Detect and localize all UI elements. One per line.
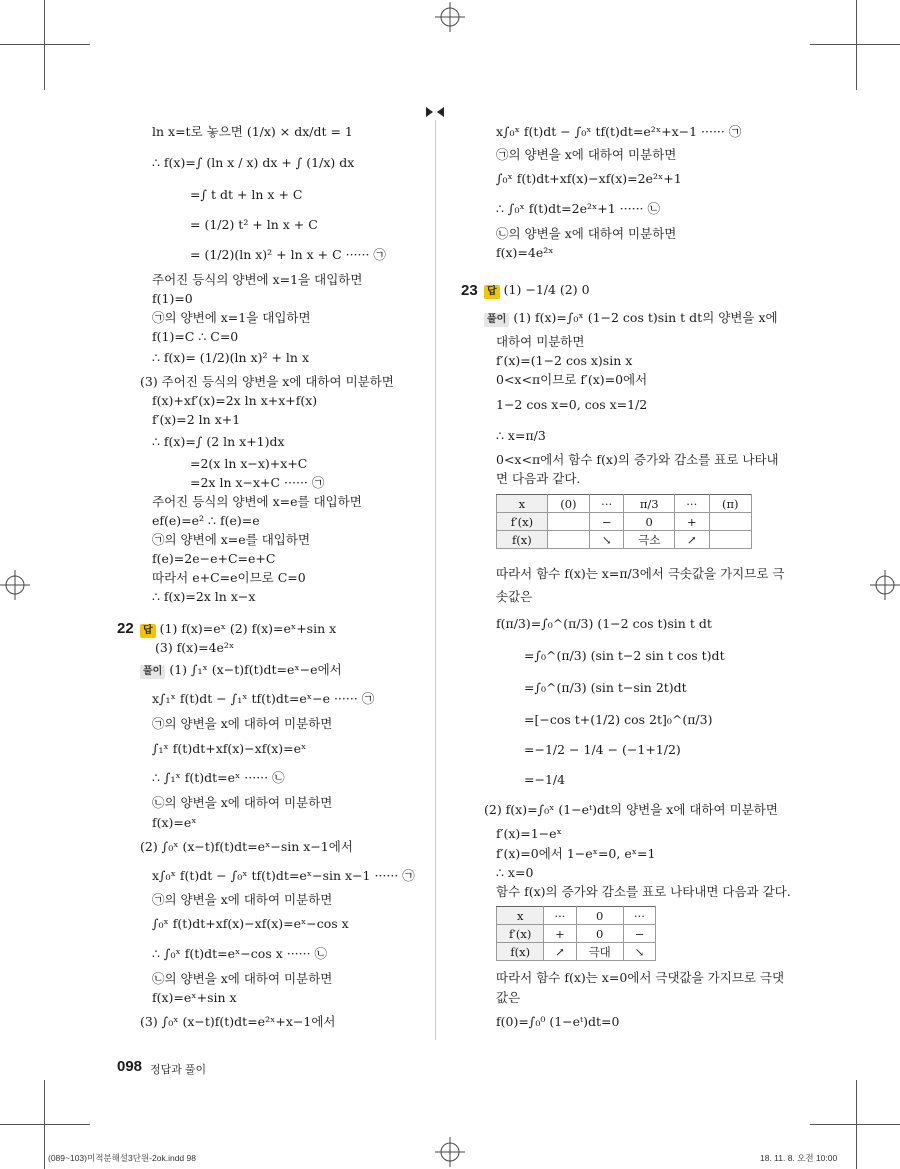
math-line: =[−cos t+(1/2) cos 2t]₀^(π/3)	[524, 712, 713, 727]
math-line: ∴ ∫₀ˣ f(t)dt=2e²ˣ+1 ······ ㉡	[496, 201, 660, 216]
math-line: ∴ f(x)= (1/2)(ln x)² + ln x	[152, 350, 310, 365]
math-line: =2x ln x−x+C ······ ㉠	[190, 475, 325, 490]
table-cell: ···	[675, 495, 709, 513]
math-line: ∫₀ˣ f(t)dt+xf(x)−xf(x)=2e²ˣ+1	[496, 171, 682, 186]
crop-mark	[810, 44, 900, 45]
table-cell: 0	[576, 925, 623, 943]
table-cell: ↘	[623, 943, 655, 961]
column-divider	[435, 120, 436, 1040]
math-line: f′(x)=2 ln x+1	[152, 412, 241, 427]
math-line: f(x)=eˣ+sin x	[152, 990, 237, 1005]
math-line: ∴ f(x)=∫ (2 ln x+1)dx	[152, 434, 285, 449]
math-line: x∫₀ˣ f(t)dt − ∫₀ˣ tf(t)dt=eˣ−sin x−1 ······ ㉠	[152, 868, 415, 883]
question-number-22: 22	[117, 620, 134, 637]
table-cell: +	[675, 513, 709, 531]
solution-line	[140, 662, 342, 679]
table-cell: x	[497, 907, 544, 925]
crop-mark	[0, 44, 90, 45]
answer-badge: 답	[484, 285, 500, 299]
math-line: =∫ t dt + ln x + C	[190, 187, 303, 202]
solution-text: (1) f(x)=∫₀ˣ (1−2 cos t)sin t dt의 양변을 x에	[513, 310, 778, 325]
math-line: =∫₀^(π/3) (sin t−2 sin t cos t)dt	[524, 648, 725, 663]
text-line: 함수 f(x)의 증가와 감소를 표로 나타내면 다음과 같다.	[496, 884, 791, 899]
table-cell: (0)	[547, 495, 589, 513]
math-line: ∴ x=π/3	[496, 428, 546, 443]
text-line: ㉠의 양변에 x=e를 대입하면	[152, 532, 311, 547]
math-line: x∫₁ˣ f(t)dt − ∫₁ˣ tf(t)dt=eˣ−e ······ ㉠	[152, 691, 375, 706]
math-line: ln x=t로 놓으면 (1/x) × dx/dt = 1	[152, 124, 353, 139]
math-line: f(x)=eˣ	[152, 815, 197, 830]
crop-mark	[810, 1124, 900, 1125]
solution-badge: 풀이	[140, 665, 165, 679]
table-cell: +	[544, 925, 576, 943]
table-cell: f′(x)	[497, 925, 544, 943]
text-line: ㉠의 양변에 x=1을 대입하면	[152, 310, 311, 325]
math-line: ∴ ∫₁ˣ f(t)dt=eˣ ······ ㉡	[152, 770, 285, 785]
math-line: ∴ ∫₀ˣ f(t)dt=eˣ−cos x ······ ㉡	[152, 946, 328, 961]
page-label: 정답과 풀이	[150, 1064, 207, 1076]
math-line: = (1/2) t² + ln x + C	[190, 217, 318, 232]
increase-decrease-table-2	[496, 906, 656, 961]
table-cell: 극대	[576, 943, 623, 961]
math-line: f(e)=2e−e+C=e+C	[152, 551, 276, 566]
table-cell: −	[589, 513, 623, 531]
math-line: f(0)=∫₀⁰ (1−eᵗ)dt=0	[496, 1014, 620, 1029]
math-line: f(x)+xf′(x)=2x ln x+x+f(x)	[152, 393, 318, 408]
table-cell: ↗	[544, 943, 576, 961]
math-line: (2) f(x)=∫₀ˣ (1−eᵗ)dt의 양변을 x에 대하여 미분하면	[484, 802, 778, 817]
table-cell: (π)	[709, 495, 752, 513]
crop-mark	[0, 1124, 90, 1125]
math-line: =−1/2 − 1/4 − (−1+1/2)	[524, 742, 681, 757]
table-cell: x	[497, 495, 548, 513]
table-row	[497, 513, 752, 531]
math-line: x∫₀ˣ f(t)dt − ∫₀ˣ tf(t)dt=e²ˣ+x−1 ······ ㉠	[496, 124, 742, 139]
text-line: 솟값은	[496, 589, 533, 604]
math-line: ∫₁ˣ f(t)dt+xf(x)−xf(x)=eˣ	[152, 741, 307, 756]
text-line: ㉡의 양변을 x에 대하여 미분하면	[152, 971, 333, 986]
registration-mark-top	[435, 2, 465, 32]
registration-mark-right	[870, 570, 900, 600]
table-cell: f(x)	[497, 531, 548, 549]
answer-line	[140, 621, 336, 638]
text-line: ㉡의 양변을 x에 대하여 미분하면	[152, 795, 333, 810]
table-row	[497, 531, 752, 549]
math-line: f(1)=0	[152, 291, 193, 306]
text-line: ㉡의 양변을 x에 대하여 미분하면	[496, 226, 677, 241]
math-line: ∴ x=0	[496, 865, 534, 880]
text-line: 따라서 함수 f(x)는 x=π/3에서 극솟값을 가지므로 극	[496, 566, 785, 581]
table-row	[497, 925, 656, 943]
table-cell	[547, 531, 589, 549]
answer-badge: 답	[140, 624, 156, 638]
text-line: 따라서 e+C=e이므로 C=0	[152, 570, 306, 585]
table-cell: −	[623, 925, 655, 943]
table-cell: ···	[589, 495, 623, 513]
math-line: (2) ∫₀ˣ (x−t)f(t)dt=eˣ−sin x−1에서	[140, 839, 353, 854]
increase-decrease-table-1	[496, 494, 752, 549]
solution-badge: 풀이	[484, 313, 509, 327]
crop-mark	[856, 1080, 857, 1169]
table-cell: ···	[623, 907, 655, 925]
crop-mark	[44, 1080, 45, 1169]
text-line: 주어진 등식의 양변에 x=e를 대입하면	[152, 494, 362, 509]
text-line: ㉠의 양변을 x에 대하여 미분하면	[152, 892, 333, 907]
table-row	[497, 943, 656, 961]
math-line: ef(e)=e² ∴ f(e)=e	[152, 513, 260, 528]
question-number-23: 23	[461, 282, 478, 299]
text-line: 면 다음과 같다.	[496, 471, 581, 486]
column-ornament	[425, 106, 445, 118]
table-cell: 극소	[624, 531, 675, 549]
table-cell	[547, 513, 589, 531]
text-line: ㉠의 양변을 x에 대하여 미분하면	[152, 716, 333, 731]
math-line: f(π/3)=∫₀^(π/3) (1−2 cos t)sin t dt	[496, 616, 712, 631]
table-cell: ↘	[589, 531, 623, 549]
text-line: 0<x<π에서 함수 f(x)의 증가와 감소를 표로 나타내	[496, 452, 779, 467]
math-line: =−1/4	[524, 772, 566, 787]
table-row	[497, 907, 656, 925]
answer-text: (1) f(x)=eˣ (2) f(x)=eˣ+sin x	[159, 621, 337, 636]
answer-text: (1) −1/4 (2) 0	[503, 282, 590, 297]
math-line: 0<x<π이므로 f′(x)=0에서	[496, 372, 648, 387]
math-line: (3) ∫₀ˣ (x−t)f(t)dt=e²ˣ+x−1에서	[140, 1014, 336, 1029]
crop-mark	[856, 0, 857, 90]
text-line: 따라서 함수 f(x)는 x=0에서 극댓값을 가지므로 극댓	[496, 970, 785, 985]
math-line: ∴ f(x)=2x ln x−x	[152, 589, 256, 604]
table-cell: 0	[624, 513, 675, 531]
math-line: =2(x ln x−x)+x+C	[190, 456, 308, 471]
table-row	[497, 495, 752, 513]
table-cell: f(x)	[497, 943, 544, 961]
table-cell	[709, 531, 752, 549]
table-cell: π/3	[624, 495, 675, 513]
text-line: (3) 주어진 등식의 양변을 x에 대하여 미분하면	[140, 374, 394, 389]
table-cell: ↗	[675, 531, 709, 549]
answer-line: (3) f(x)=4e²ˣ	[155, 640, 235, 655]
text-line: 값은	[496, 990, 521, 1005]
math-line: f(x)=4e²ˣ	[496, 245, 554, 260]
text-line: 주어진 등식의 양변에 x=1을 대입하면	[152, 272, 363, 287]
math-line: 1−2 cos x=0, cos x=1/2	[496, 397, 648, 412]
registration-mark-left	[0, 570, 30, 600]
math-line: f′(x)=(1−2 cos x)sin x	[496, 353, 633, 368]
table-cell: 0	[576, 907, 623, 925]
table-cell: f′(x)	[497, 513, 548, 531]
math-line: ∴ f(x)=∫ (ln x / x) dx + ∫ (1/x) dx	[152, 155, 355, 170]
file-slug: (089~103)미적분해설3단원-2ok.indd 98	[48, 1153, 196, 1163]
solution-text: (1) ∫₁ˣ (x−t)f(t)dt=eˣ−e에서	[169, 662, 342, 677]
math-line: =∫₀^(π/3) (sin t−sin 2t)dt	[524, 680, 687, 695]
math-line: = (1/2)(ln x)² + ln x + C ······ ㉠	[190, 247, 386, 262]
timestamp-slug: 18. 11. 8. 오전 10:00	[760, 1153, 838, 1163]
table-cell: ···	[544, 907, 576, 925]
math-line: f′(x)=1−eˣ	[496, 826, 562, 841]
text-line: ㉠의 양변을 x에 대하여 미분하면	[496, 147, 677, 162]
math-line: f′(x)=0에서 1−eˣ=0, eˣ=1	[496, 846, 656, 861]
table-cell	[709, 513, 752, 531]
math-line: ∫₀ˣ f(t)dt+xf(x)−xf(x)=eˣ−cos x	[152, 916, 349, 931]
solution-line	[484, 310, 778, 327]
math-line: f(1)=C ∴ C=0	[152, 329, 239, 344]
answer-line	[484, 282, 590, 299]
crop-mark	[44, 0, 45, 90]
registration-mark-bottom	[435, 1137, 465, 1167]
text-line: 대하여 미분하면	[496, 334, 585, 349]
page-number: 098	[117, 1058, 143, 1075]
